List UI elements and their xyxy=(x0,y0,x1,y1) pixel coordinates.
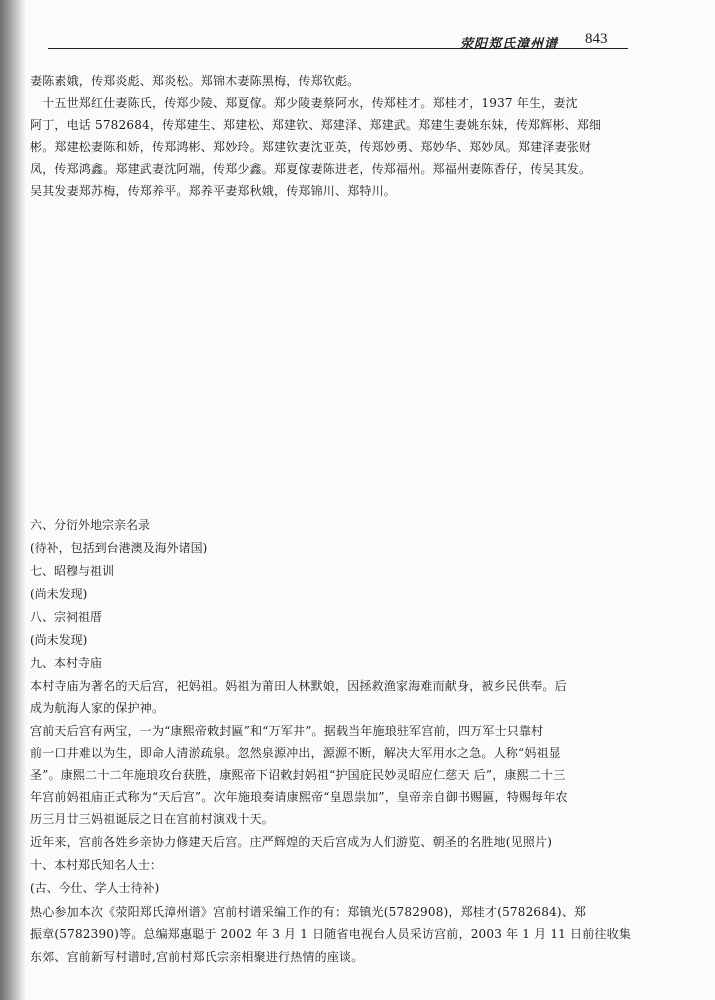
temple-paragraph-line: 圣”。康熙二十二年施琅攻台获胜，康熙帝下诏敕封妈祖“护国庇民妙灵昭应仁慈天 后”，康熙二十三 xyxy=(30,768,566,782)
running-header xyxy=(420,28,610,50)
genealogy-line: 彬。郑建松妻陈和娇，传郑鸿彬、郑妙玲。郑建钦妻沈亚英，传郑妙勇、郑妙华、郑妙凤。郑建泽妻张财 xyxy=(30,140,592,154)
section-8-title: 八、宗祠祖厝 xyxy=(30,610,103,624)
genealogy-line: 十五世郑红仕妻陈氏，传郑少陵、郑夏傢。郑少陵妻蔡阿水，传郑桂才。郑桂才，1937 年生，妻沈 xyxy=(30,96,578,110)
temple-paragraph-line: 成为航海人家的保护神。 xyxy=(30,701,165,715)
temple-paragraph-line: 前一口井难以为生，即命人清淤疏泉。忽然泉源冲出，源源不断，解决大军用水之急。人称“妈祖显 xyxy=(30,746,561,760)
book-binding-shadow xyxy=(0,0,26,1000)
section-7-note: (尚未发现) xyxy=(30,587,88,601)
section-6-title: 六、分衍外地宗亲名录 xyxy=(30,518,151,532)
section-10-title: 十、本村郑氏知名人士： xyxy=(30,858,163,872)
genealogy-line: 阿丁，电话 5782684，传郑建生、郑建松、郑建钦、郑建泽、郑建武。郑建生妻姚东妹，传郑辉彬、郑细 xyxy=(30,118,602,132)
page-number: 843 xyxy=(585,31,608,47)
temple-paragraph-line: 本村寺庙为著名的天后宫，祀妈祖。妈祖为莆田人林默娘，因拯救渔家海难而献身，被乡民供奉。后 xyxy=(30,679,567,693)
closing-paragraph-line: 振章(5782390)等。总编郑惠聪于 2002 年 3 月 1 日随省电视台人员采访宫前，2003 年 1 月 11 日前往收集 xyxy=(30,927,632,941)
closing-paragraph-line: 东郊、宫前新写村谱时,宫前村郑氏宗亲相聚进行热情的座谈。 xyxy=(30,950,364,964)
temple-paragraph-line: 历三月廿三妈祖诞辰之日在宫前村演戏十天。 xyxy=(30,812,275,826)
temple-paragraph-line: 宫前天后宫有两宝，一为“康熙帝敕封匾”和“万军井”。据载当年施琅驻军宫前，四万军士只靠村 xyxy=(30,724,544,738)
section-8-note: (尚未发现) xyxy=(30,633,88,647)
temple-paragraph-line: 年宫前妈祖庙正式称为“天后宫”。次年施琅奏请康熙帝“皇恩祟加”，皇帝亲自御书赐匾，特赐每年农 xyxy=(30,790,568,804)
section-9-title: 九、本村寺庙 xyxy=(30,656,103,670)
genealogy-line: 凤，传郑鸿鑫。郑建武妻沈阿端，传郑少鑫。郑夏傢妻陈进老，传郑福州。郑福州妻陈香仔，传吴其发。 xyxy=(30,162,592,176)
section-7-title: 七、昭穆与祖训 xyxy=(30,564,115,578)
section-6-note: (待补，包括到台港澳及海外诸国) xyxy=(30,541,208,555)
header-rule xyxy=(48,48,628,49)
genealogy-line: 吴其发妻郑苏梅，传郑养平。郑养平妻郑秋娥，传郑锦川、郑特川。 xyxy=(30,184,397,198)
book-title: 荥阳郑氏漳州谱 xyxy=(460,37,559,52)
genealogy-line: 妻陈素娥，传郑炎彪、郑炎松。郑锦木妻陈黑梅，传郑钦彪。 xyxy=(30,74,360,88)
closing-paragraph-line: 热心参加本次《荥阳郑氏漳州谱》宫前村谱采编工作的有：郑镇光(5782908)，郑桂才(5782684)、郑 xyxy=(30,905,587,919)
temple-paragraph-line: 近年来，宫前各姓乡亲协力修建天后宫。庄严辉煌的天后宫成为人们游览、朝圣的名胜地(见照片) xyxy=(30,835,553,849)
section-10-note: (古、今仕、学人士待补) xyxy=(30,881,160,895)
